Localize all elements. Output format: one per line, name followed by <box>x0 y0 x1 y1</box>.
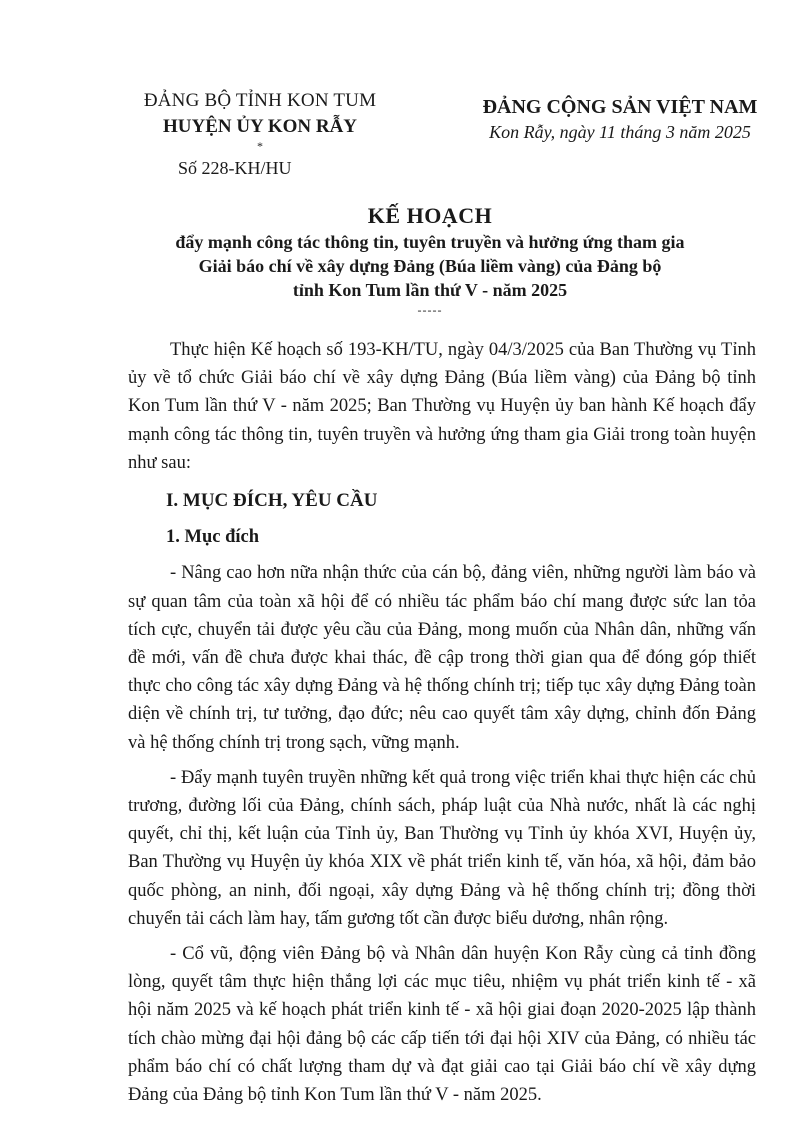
org-name: HUYỆN ỦY KON RẪY <box>162 116 358 137</box>
doc-type-heading: KẾ HOẠCH <box>367 203 493 228</box>
org-parent-name: ĐẢNG BỘ TỈNH KON TUM <box>143 90 377 111</box>
title-divider: ----- <box>417 303 443 317</box>
document-number: Số 228-KH/HU <box>178 158 292 178</box>
party-name: ĐẢNG CỘNG SẢN VIỆT NAM <box>482 96 758 118</box>
purpose-paragraph-3: - Cổ vũ, động viên Đảng bộ và Nhân dân huyện Kon Rẫy cùng cả tỉnh đồng lòng, quyết tâm thực hiện thắng lợi các mục tiêu, nhiệm vụ phát triển kinh tế - xã hội năm 2025 và kế hoạch phát triển kinh tế - xã hội giai đoạn 2020-2025 lập thành tích chào mừng đại hội đảng bộ các cấp tiến tới đại hội XIV của Đảng, có nhiều tác phẩm báo chí có chất lượng tham dự và đạt giải cao tại Giải báo chí về xây dựng Đảng của Đảng bộ tỉnh Kon Tum lần thứ V - năm 2025. <box>128 944 756 1106</box>
document-title <box>170 202 690 316</box>
purpose-paragraph-1: - Nâng cao hơn nữa nhận thức của cán bộ, đảng viên, những người làm báo và sự quan tâm của toàn xã hội để có nhiều tác phẩm báo chí mang được sức lan tỏa tích cực, chuyển tải được yêu cầu của Đảng, mong muốn của Nhân dân, những vấn đề mới, vấn đề chưa được khai thác, đề cập trong thời gian qua để đóng góp thiết thực cho công tác xây dựng Đảng và hệ thống chính trị; tiếp tục xây dựng Đảng toàn diện về chính trị, tư tưởng, đạo đức; nêu cao quyết tâm xây dựng, chỉnh đốn Đảng và hệ thống chính trị trong sạch, vững mạnh. <box>128 563 756 753</box>
document-body <box>128 336 756 1116</box>
subtitle-line-2: Giải báo chí về xây dựng Đảng (Búa liềm vàng) của Đảng bộ <box>198 256 662 276</box>
subsection-heading: 1. Mục đích <box>166 527 260 548</box>
section-heading: I. MỤC ĐÍCH, YÊU CẦU <box>166 490 378 512</box>
subtitle-line-3: tỉnh Kon Tum lần thứ V - năm 2025 <box>292 280 568 300</box>
national-header <box>460 94 780 144</box>
org-mark: * <box>257 139 263 153</box>
subtitle-line-1: đẩy mạnh công tác thông tin, tuyên truyền và hưởng ứng tham gia <box>175 232 685 252</box>
issuing-authority <box>130 88 390 152</box>
intro-paragraph: Thực hiện Kế hoạch số 193-KH/TU, ngày 04/3/2025 của Ban Thường vụ Tỉnh ủy về tổ chức Giải báo chí về xây dựng Đảng (Búa liềm vàng) của Đảng bộ tỉnh Kon Tum lần thứ V - năm 2025; Ban Thường vụ Huyện ủy ban hành Kế hoạch đẩy mạnh công tác thông tin, tuyên truyền và hưởng ứng tham gia Giải trong toàn huyện như sau: <box>128 340 756 473</box>
purpose-paragraph-2: - Đẩy mạnh tuyên truyền những kết quả trong việc triển khai thực hiện các chủ trương, đường lối của Đảng, chính sách, pháp luật của Nhà nước, nhất là các nghị quyết, chỉ thị, kết luận của Tỉnh ủy, Ban Thường vụ Tỉnh ủy khóa XVI, Huyện ủy, Ban Thường vụ Huyện ủy khóa XIX về phát triển kinh tế, văn hóa, xã hội, đảm bảo quốc phòng, an ninh, đối ngoại, xây dựng Đảng và hệ thống chính trị; đồng thời chuyển tải cách làm hay, tấm gương tốt cần được biểu dương, nhân rộng. <box>128 767 756 929</box>
place-date: Kon Rẫy, ngày 11 tháng 3 năm 2025 <box>489 122 751 142</box>
